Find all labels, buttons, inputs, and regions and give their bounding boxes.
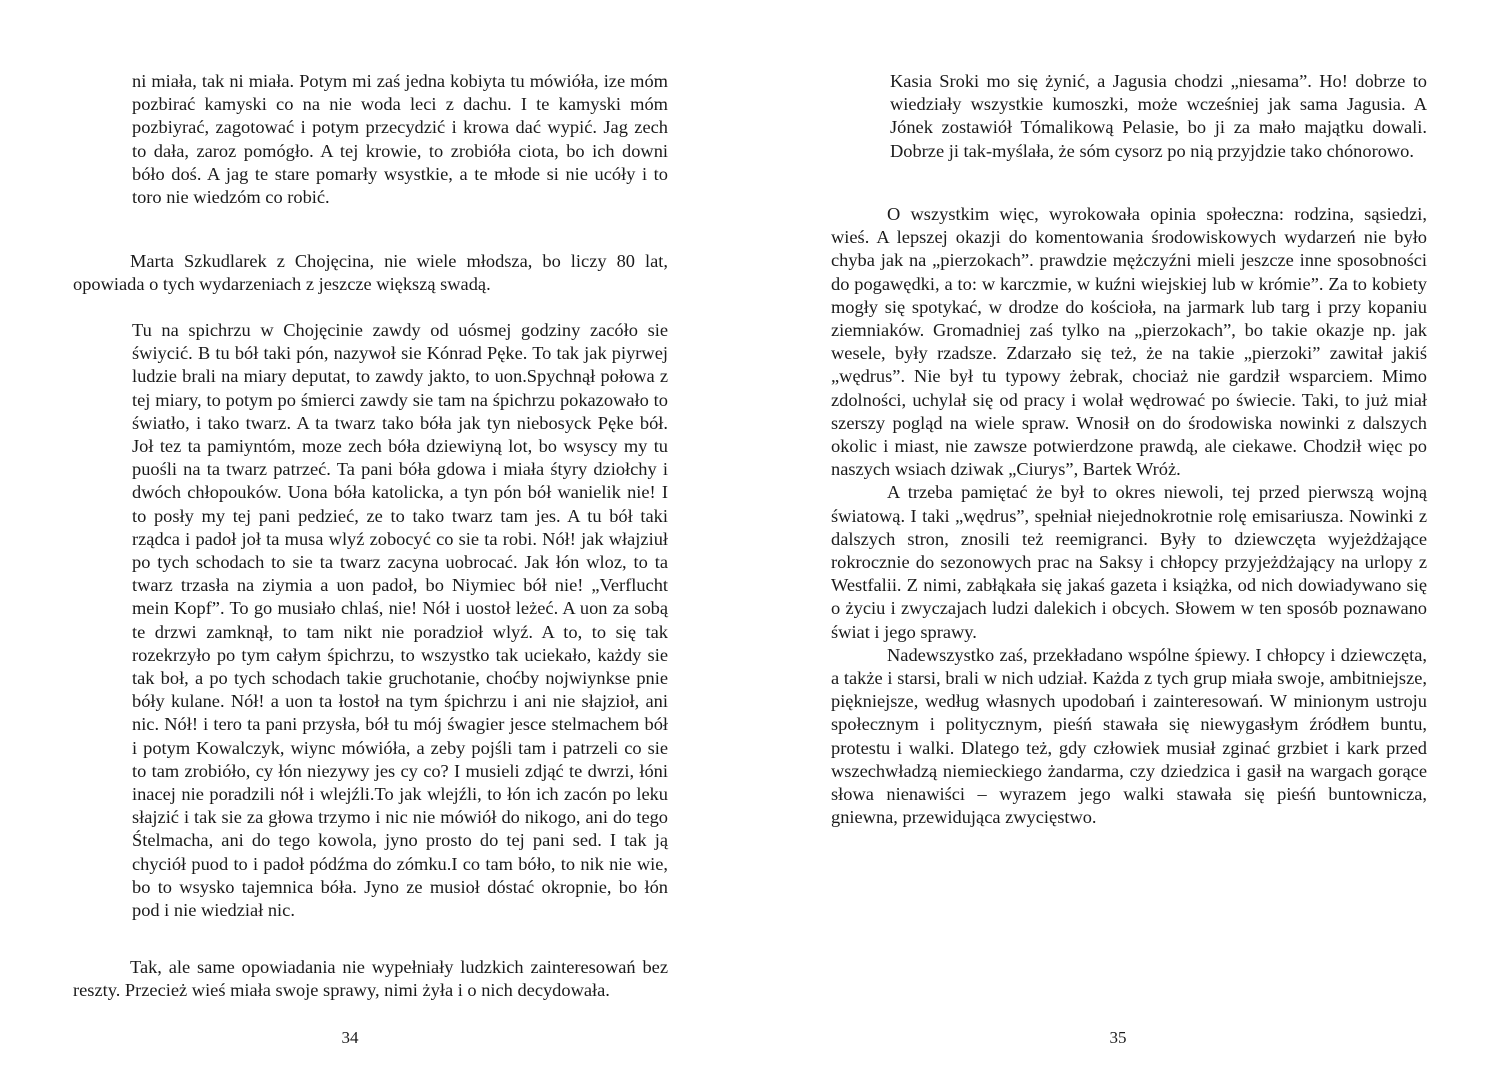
paragraph-1: O wszystkim więc, wyrokowała opinia społeczna: rodzina, sąsiedzi, wieś. A lepszej okazji do komentowania środowiskowych wydarzeń nie było chyba jak na „pierzokach”. prawdzie mężczyźni mieli jeszcze inne sposobności do pogawędki, a to: w karczmie, w kuźni wiejskiej lub w krómie”. Za to kobiety mogły się spotykać, w drodze do kościoła, na jarmark lub targ i przy kopaniu ziemniaków. Gromadniej zaś tylko na „pierzokach”, bo takie okazje np. jak wesele, były rzadsze. Zdarzało się też, że na takie „pierzoki” zawitał jakiś „wędrus”. Nie był tu typowy żebrak, chociaż nie gardził wsparciem. Mimo zdolności, uchylał się od pracy i wolał wędrować po świecie. Taki, to już miał szerszy pogląd na wiele spraw. Wnosił on do środowiska nowinki z dalszych okolic i miast, nie zawsze potwierdzone prawdą, ale ciekawe. Chodził więc po naszych wsiach dziwak „Ciurys”, Bartek Wróż. [831,204,1427,480]
right-page [750,0,1500,1069]
opening-quote-block [890,70,1427,163]
main-text [831,203,1427,829]
opening-quote-text: Kasia Sroki mo się żynić, a Jagusia chodzi „niesama”. Ho! dobrze to wiedziały wszystkie kumoszki, może wcześniej jak sama Jagusia. A Jónek zostawiół Tómalikową Pelasie, bo ji za mało majątku dowali. Dobrze ji tak-myślała, że sóm cysorz po nią przyjdzie tako chónorowo. [890,71,1427,161]
paragraph-2: A trzeba pamiętać że był to okres niewoli, tej przed pierwszą wojną światową. I taki „wędrus”, spełniał niejednokrotnie rolę emisariusza. Nowinki z dalszych stron, znosili też reemigranci. Były to dziewczęta wyjeżdżające rokrocznie do sezonowych prac na Saksy i chłopcy przyjeżdżający na urlopy z Westfalii. Z nimi, zabłąkała się jakaś gazeta i książka, od nich dowiadywano się o życiu i zwyczajach ludzi dalekich i obcych. Słowem w ten sposób poznawano świat i jego sprawy. [831,482,1427,642]
quote-block-2 [132,319,668,922]
page-number-left: 34 [341,1028,359,1047]
quote-1-text: ni miała, tak ni miała. Potym mi zaś jedna kobiyta tu mówióła, ize móm pozbirać kamyski co na nie woda leci z dachu. I te kamyski móm pozbiyrać, zagotować i potym przecydzić i krowa dać wypić. Jag zech to dała, zaroz pomógło. A tej krowie, to zrobióła ciota, bo ich downi bóło doś. A jag te stare pomarły wsystkie, a te młode si nie ucóły i to toro nie wiedzóm co robić. [132,71,668,208]
intro-paragraph-text: Marta Szkudlarek z Chojęcina, nie wiele młodsza, bo liczy 80 lat, opowiada o tych wydarzeniach z jeszcze większą swadą. [73,251,668,295]
closing-paragraph [73,956,668,1002]
quote-2-text: Tu na spichrzu w Chojęcinie zawdy od uósmej godziny zacóło sie świycić. B tu bół taki pón, nazywoł sie Kónrad Pęke. To tak jak piyrwej ludzie brali na miary deputat, to zawdy jakto, to uon.Spychnął połowa z tej miary, to potym po śmierci zawdy sie tam na śpichrzu pokazowało to światło, i tako twarz. A ta twarz tako bóła jak tyn niebosyck Pęke bół. Joł tez ta pamiyntóm, moze zech bóła dziewiyną lot, bo wsyscy my tu puośli na ta twarz patrzeć. Ta pani bóła gdowa i miała śtyry dziołchy i dwóch chłopouków. Uona bóła katolicka, a tyn pón bół wanielik nie! I to posły my tej pani pedzieć, ze to tako twarz tam jes. A tu bół taki rządca i padoł joł ta musa wlyź zobocyć co sie ta robi. Nół! jak włajziuł po tych schodach to sie ta twarz zacyna uobrocać. Jak łón wloz, to ta twarz trzasła na ziymia a uon padoł, bo Niymiec bół nie! „Verflucht mein Kopf”. To go musiało chlaś, nie! Nół i uostoł leżeć. A uon za sobą te drzwi zamknął, to tam nikt nie poradzioł wlyź. A to, to się tak rozekrzyło po tym całym śpichrzu, to wszystko tak uciekało, każdy sie tak boł, a po tych schodach takie gruchotanie, choćby nojwiynkse pnie bóły kulane. Nół! a uon ta łostoł na tym śpichrzu i ani nie słajzioł, ani nic. Nół! i tero ta pani przysła, bół tu mój śwagier jesce stelmachem bół i potym Kowalczyk, wiync mówióła, a zeby pojśli tam i patrzeli co sie to tam zrobióło, cy łón niezywy jes cy co? I musieli zdjąć te dwrzi, łóni inacej nie poradzili nół i wlejźli.To jak wlejźli, to łón ich zacón po leku słajzić i tak sie za głowa trzymo i nic nie mówiół do nikogo, ani do tego Śtelmacha, ani do tego kowola, jyno prosto do tej pani sed. I tak ją chyciół puod to i padoł pódźma do zómku.I co tam bóło, to nik nie wie, bo to wsysko tajemnica bóła. Jyno ze musioł dóstać okropnie, bo łón pod i nie wiedział nic. [132,320,668,921]
closing-paragraph-text: Tak, ale same opowiadania nie wypełniały ludzkich zainteresowań bez reszty. Przecież wieś miała swoje sprawy, nimi żyła i o nich decydowała. [73,957,668,1001]
quote-block-1 [132,70,668,209]
paragraph-3: Nadewszystko zaś, przekładano wspólne śpiewy. I chłopcy i dziewczęta, a także i starsi, brali w nich udział. Każda z tych grup miała swoje, ambitniejsze, piękniejsze, według własnych upodobań i zainteresowań. W minionym ustroju społecznym i politycznym, pieśń stawała się niewygasłym źródłem buntu, protestu i walki. Dlatego też, gdy człowiek musiał zginać grzbiet i kark przed wszechwładzą niemieckiego żandarma, czy dziedzica i gasił na wargach gorące słowa nienawiści – wyrazem jego walki stawała się pieśń buntownicza, gniewna, przewidująca zwycięstwo. [831,644,1427,828]
page-number-right: 35 [1109,1028,1127,1047]
intro-paragraph [73,250,668,296]
